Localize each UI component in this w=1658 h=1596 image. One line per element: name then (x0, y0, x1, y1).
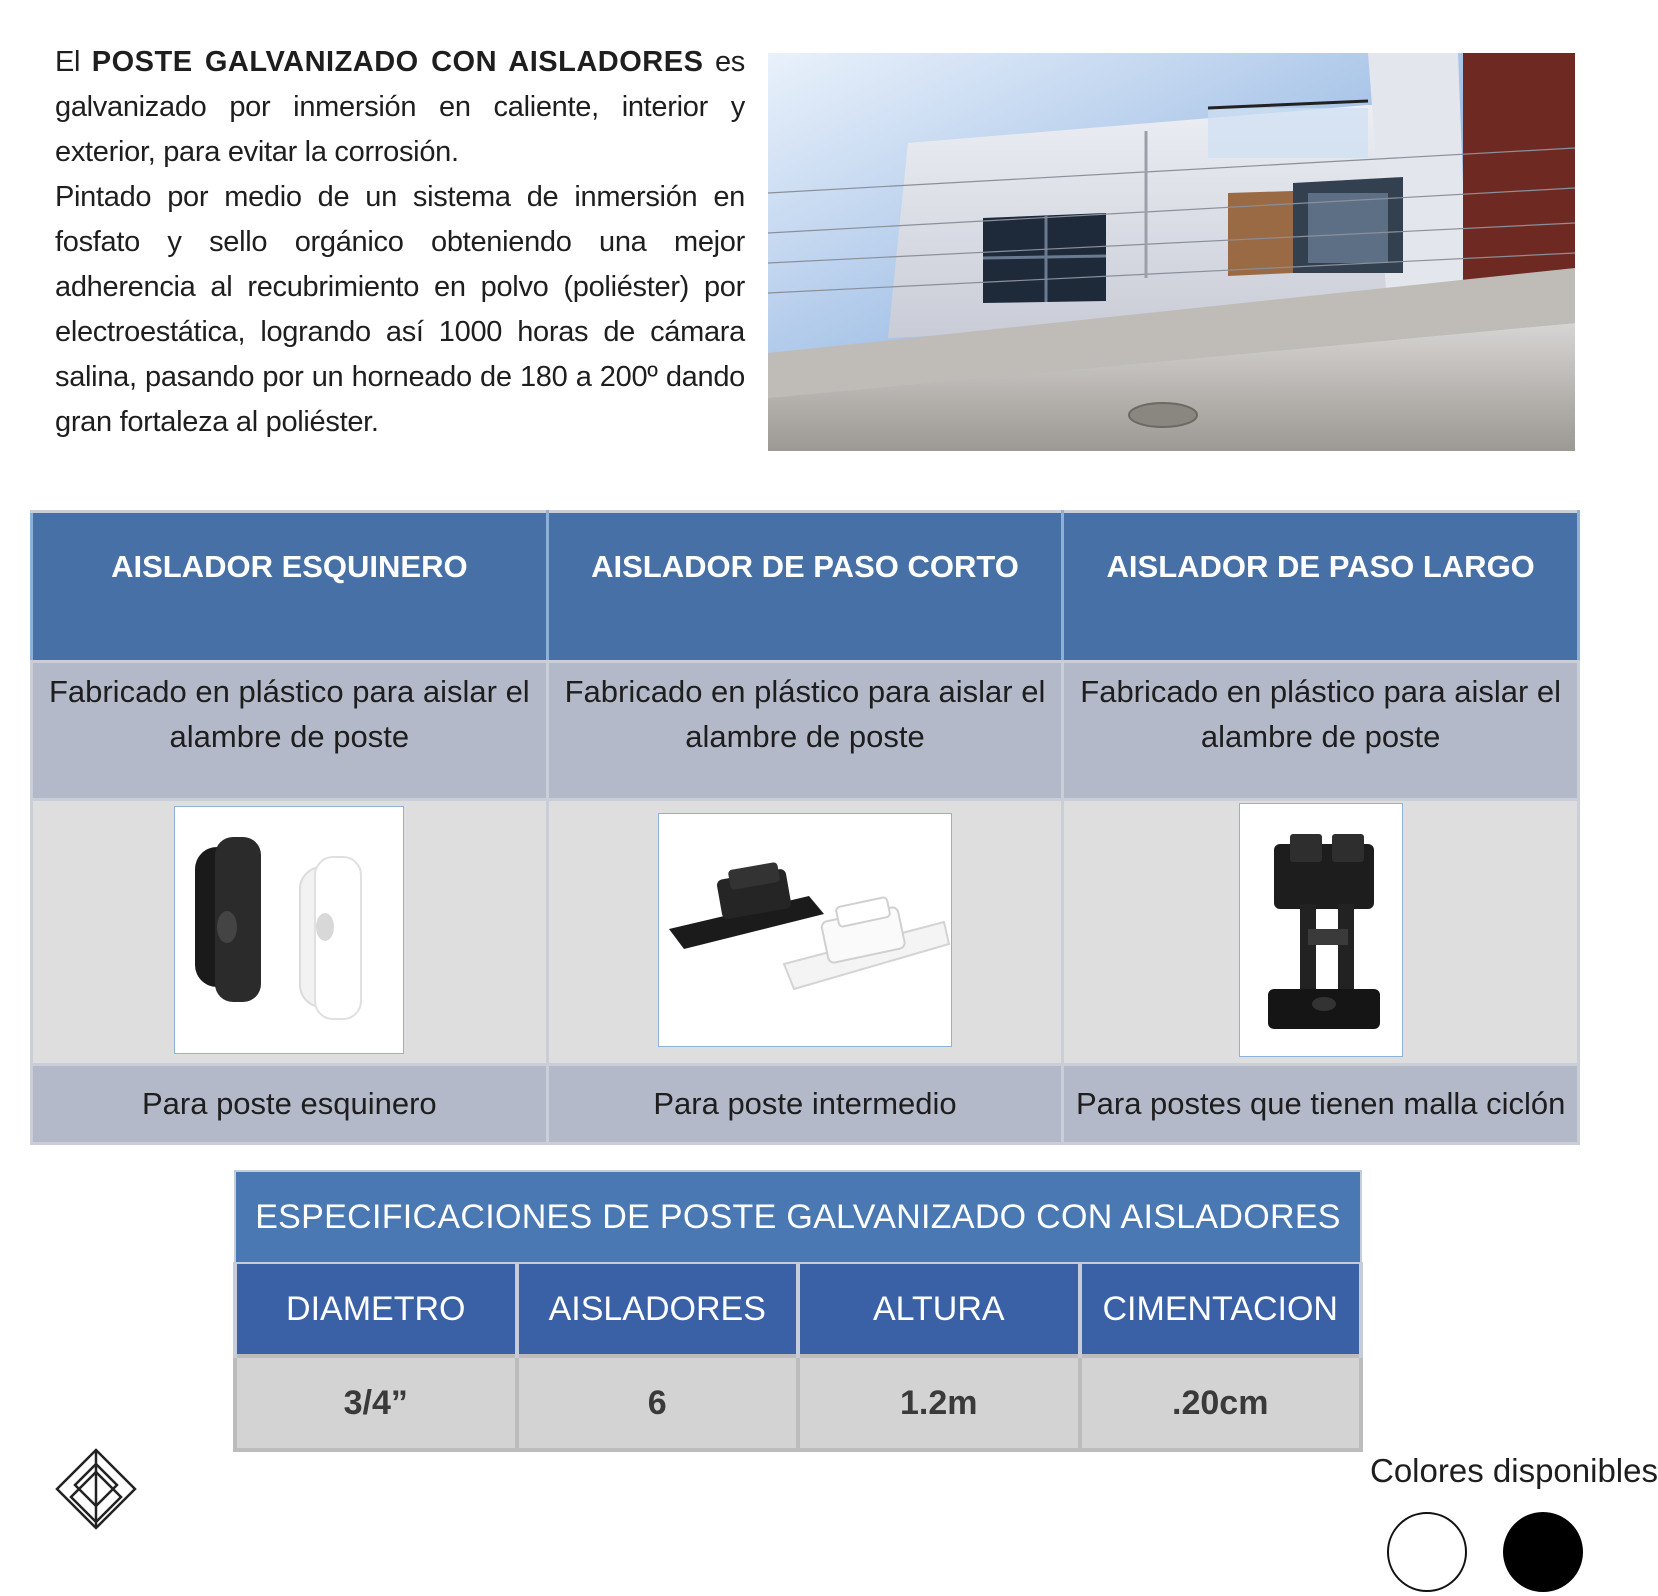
specs-header-row (235, 1263, 1361, 1356)
specs-title-row (235, 1171, 1361, 1263)
spec-header: DIAMETRO (235, 1263, 517, 1356)
insulator-use: Para postes que tienen malla ciclón (1063, 1065, 1579, 1144)
insulators-table (30, 510, 1580, 1145)
long-pass-insulator-image (1239, 803, 1403, 1057)
brand-logo (55, 1448, 137, 1530)
insulator-image-cell (547, 800, 1063, 1065)
specs-table (233, 1170, 1363, 1452)
insulator-image-cell (1063, 800, 1579, 1065)
insulator-description: Fabricado en plástico para aislar el alambre de poste (32, 662, 548, 800)
spec-header: AISLADORES (517, 1263, 799, 1356)
intro-text (55, 40, 745, 445)
intro-word: El (55, 46, 81, 78)
short-pass-insulator-image (658, 813, 952, 1047)
spec-value: 6 (517, 1356, 799, 1450)
insulator-description: Fabricado en plástico para aislar el alambre de poste (1063, 662, 1579, 800)
spec-value: .20cm (1080, 1356, 1362, 1450)
specs-title: ESPECIFICACIONES DE POSTE GALVANIZADO CON AISLADORES (235, 1171, 1361, 1263)
insulator-use: Para poste intermedio (547, 1065, 1063, 1144)
building-photo (768, 53, 1575, 451)
insulators-use-row (32, 1065, 1579, 1144)
corner-insulator-image (174, 806, 404, 1054)
product-name: POSTE GALVANIZADO CON AISLADORES (91, 46, 704, 78)
spec-value: 3/4” (235, 1356, 517, 1450)
spec-header: CIMENTACION (1080, 1263, 1362, 1356)
insulator-description: Fabricado en plástico para aislar el alambre de poste (547, 662, 1063, 800)
insulator-title: AISLADOR ESQUINERO (32, 512, 548, 662)
intro-paragraph-2: Pintado por medio de un sistema de inmersión en fosfato y sello orgánico obteniendo una mejor adherencia al recubrimiento en polvo (poliéster) por electroestática, logrando así 1000 horas de cámara salina, pasando por un horneado de 180 a 200º dando gran fortaleza al poliéster. (55, 181, 745, 438)
spec-header: ALTURA (798, 1263, 1080, 1356)
intro-line1: es galvanizado por inmersión en caliente, interior y exterior, para evitar la corrosión. (55, 46, 745, 168)
insulator-title: AISLADOR DE PASO CORTO (547, 512, 1063, 662)
specs-value-row (235, 1356, 1361, 1450)
insulators-image-row (32, 800, 1579, 1065)
color-swatch-black (1503, 1512, 1583, 1592)
insulators-header-row (32, 512, 1579, 662)
intro-paragraph-1 (55, 40, 745, 175)
insulators-description-row (32, 662, 1579, 800)
insulator-image-cell (32, 800, 548, 1065)
insulator-title: AISLADOR DE PASO LARGO (1063, 512, 1579, 662)
color-swatch-white (1387, 1512, 1467, 1592)
insulator-use: Para poste esquinero (32, 1065, 548, 1144)
spec-value: 1.2m (798, 1356, 1080, 1450)
colors-label: Colores disponibles (1370, 1452, 1658, 1489)
